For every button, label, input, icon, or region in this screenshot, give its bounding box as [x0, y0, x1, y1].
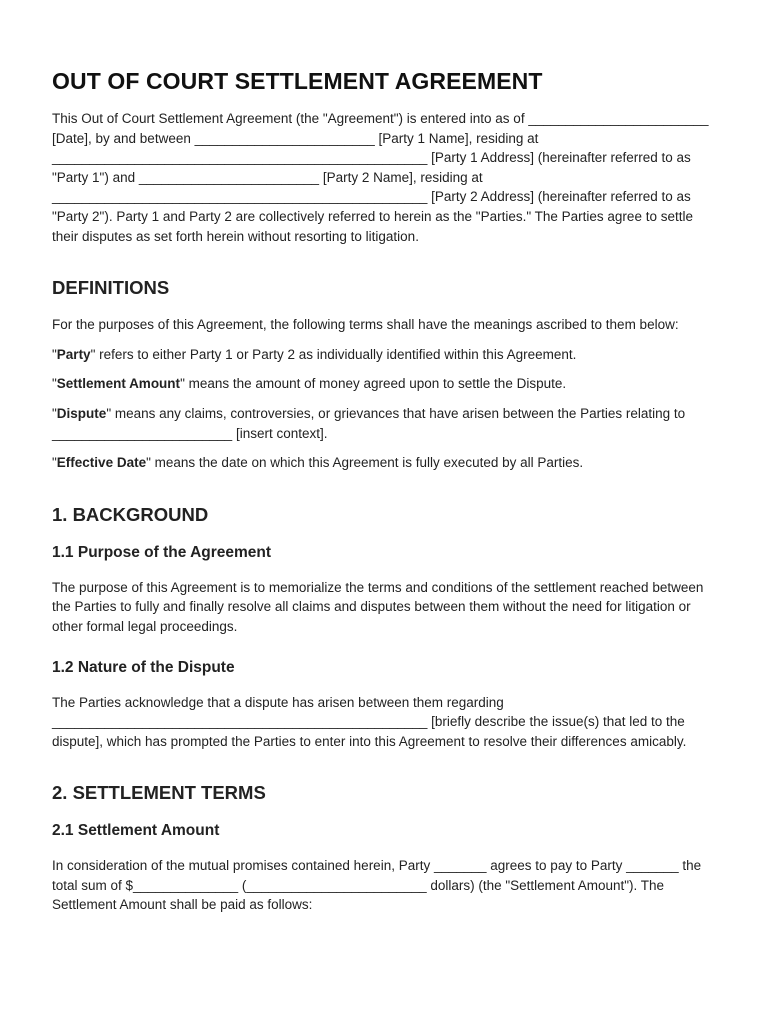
definition-text: means the amount of money agreed upon to settle the Dispute. — [184, 376, 567, 392]
definition-text: refers to either Party 1 or Party 2 as individually identified within this Agreement. — [95, 346, 577, 362]
definition-text: means any claims, controversies, or grievances that have arisen between the Parties relating to ________________________ [insert context]. — [52, 405, 686, 441]
definition-settlement-amount: "Settlement Amount" means the amount of money agreed upon to settle the Dispute. — [52, 376, 567, 392]
definitions-intro: For the purposes of this Agreement, the following terms shall have the meanings ascribed to them below: — [52, 317, 679, 333]
purpose-paragraph: The purpose of this Agreement is to memorialize the terms and conditions of the settlement reached between the Parties to fully and finally resolve all claims and disputes between them without the need for litigation or other formal legal proceedings. — [52, 579, 704, 634]
definition-party: "Party" refers to either Party 1 or Party 2 as individually identified within this Agreement. — [52, 346, 577, 362]
definition-dispute: "Dispute" means any claims, controversies, or grievances that have arisen between the Parties relating to ________________________ [insert context]. — [52, 405, 686, 441]
settlement-terms-heading: 2. SETTLEMENT TERMS — [52, 782, 266, 804]
definitions-heading: DEFINITIONS — [52, 277, 170, 299]
definition-text: means the date on which this Agreement is fully executed by all Parties. — [150, 455, 584, 471]
definition-effective-date: "Effective Date" means the date on which this Agreement is fully executed by all Parties. — [52, 455, 584, 471]
settlement-amount-paragraph: In consideration of the mutual promises contained herein, Party _______ agrees to pay to Party _______ the total sum of $______________ (________________________ dollars) (the "Settlement Amount"). The Settlement Amount shall be paid as follows: — [52, 858, 702, 913]
definition-term: Party — [56, 346, 91, 362]
definition-term: Settlement Amount — [56, 376, 181, 392]
document-title: OUT OF COURT SETTLEMENT AGREEMENT — [52, 68, 543, 94]
background-heading: 1. BACKGROUND — [52, 503, 209, 525]
definition-term: Effective Date — [56, 455, 147, 471]
intro-paragraph: This Out of Court Settlement Agreement (the "Agreement") is entered into as of ________________________ [Date], by and between ________________________ [Party 1 Name], residing at __________________________________________________ [Party 1 Address] (hereinafter referred to as "Party 1") and ________________________ [Party 2 Name], residing at __________________________________________________ [Party 2 Address] (hereinafter referred to as "Party 2"). Party 1 and Party 2 are collectively referred to herein as the "Parties." The Parties agree to settle their disputes as set forth herein without resorting to litigation. — [52, 111, 709, 244]
purpose-heading: 1.1 Purpose of the Agreement — [52, 543, 272, 561]
nature-of-dispute-paragraph: The Parties acknowledge that a dispute has arisen between them regarding __________________________________________________ [briefly describe the issue(s) that led to the dispute], which has prompted the Parties to enter into this Agreement to resolve their differences amicably. — [52, 694, 687, 749]
settlement-amount-heading: 2.1 Settlement Amount — [52, 822, 220, 840]
nature-of-dispute-heading: 1.2 Nature of the Dispute — [52, 658, 235, 676]
definition-term: Dispute — [56, 405, 107, 421]
document-page — [52, 68, 718, 915]
